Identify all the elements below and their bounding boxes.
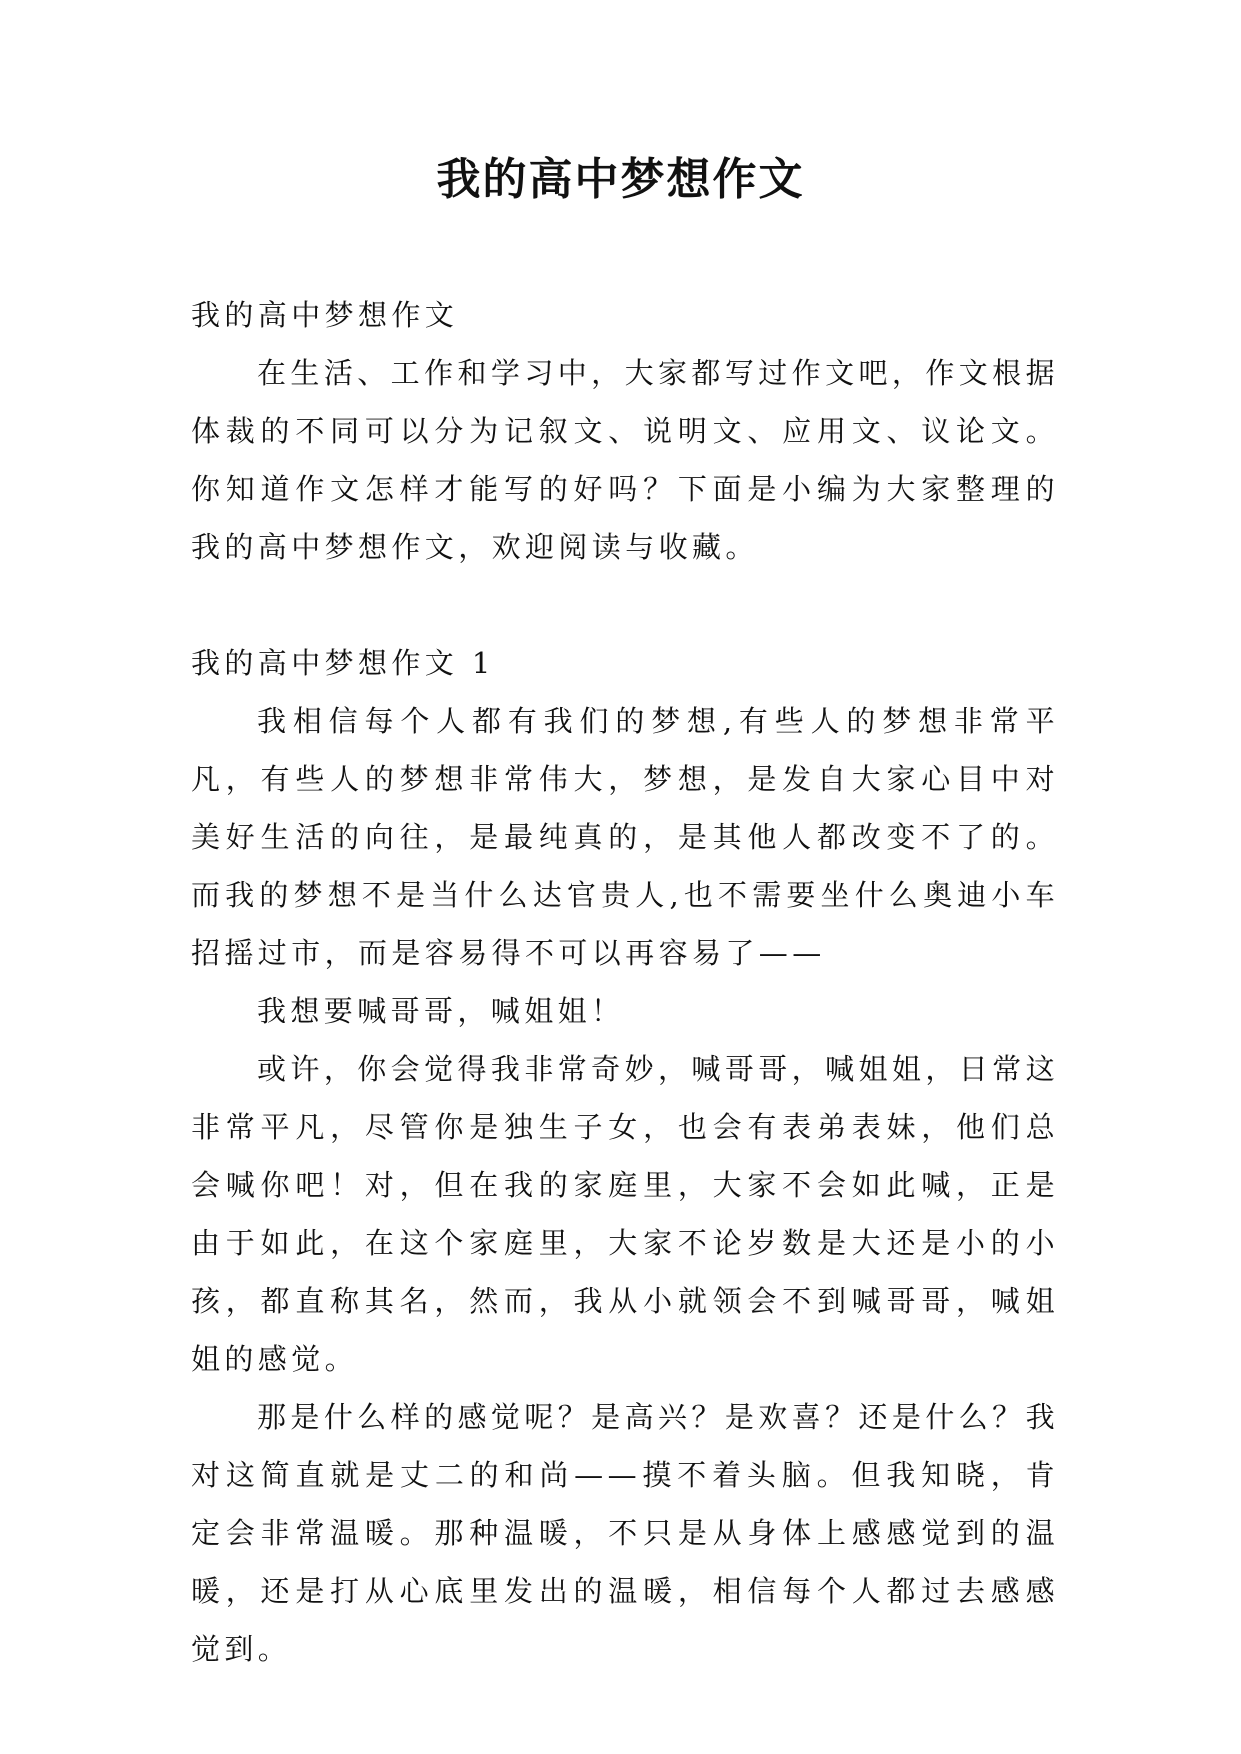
document-title: 我的高中梦想作文 xyxy=(436,154,805,205)
section-spacer xyxy=(191,576,1059,634)
essay-1-paragraph-3: 或许，你会觉得我非常奇妙，喊哥哥，喊姐姐，日常这非常平凡，尽管你是独生子女，也会有表弟表妹，他们总会喊你吧！对，但在我的家庭里，大家不会如此喊，正是由于如此，在这个家庭里，大家不论岁数是大还是小的小孩，都直称其名，然而，我从小就领会不到喊哥哥，喊姐姐的感觉。 xyxy=(191,1052,1059,1376)
essay-1-heading: 我的高中梦想作文 1 xyxy=(191,646,495,680)
document-body xyxy=(191,286,1059,1678)
intro-paragraph: 在生活、工作和学习中，大家都写过作文吧，作文根据体裁的不同可以分为记叙文、说明文、应用文、议论文。你知道作文怎样才能写的好吗？下面是小编为大家整理的我的高中梦想作文，欢迎阅读与收藏。 xyxy=(191,356,1059,564)
essay-1-paragraph-1: 我相信每个人都有我们的梦想,有些人的梦想非常平凡，有些人的梦想非常伟大，梦想，是发自大家心目中对美好生活的向往，是最纯真的，是其他人都改变不了的。而我的梦想不是当什么达官贵人,也不需要坐什么奥迪小车招摇过市，而是容易得不可以再容易了—— xyxy=(191,704,1059,970)
essay-1-paragraph-2: 我想要喊哥哥，喊姐姐！ xyxy=(257,994,625,1028)
intro-heading: 我的高中梦想作文 xyxy=(191,298,459,332)
essay-1-paragraph-4: 那是什么样的感觉呢？是高兴？是欢喜？还是什么？我对这简直就是丈二的和尚——摸不着头脑。但我知晓，肯定会非常温暖。那种温暖，不只是从身体上感感觉到的温暖，还是打从心底里发出的温暖，相信每个人都过去感感觉到。 xyxy=(191,1400,1059,1666)
